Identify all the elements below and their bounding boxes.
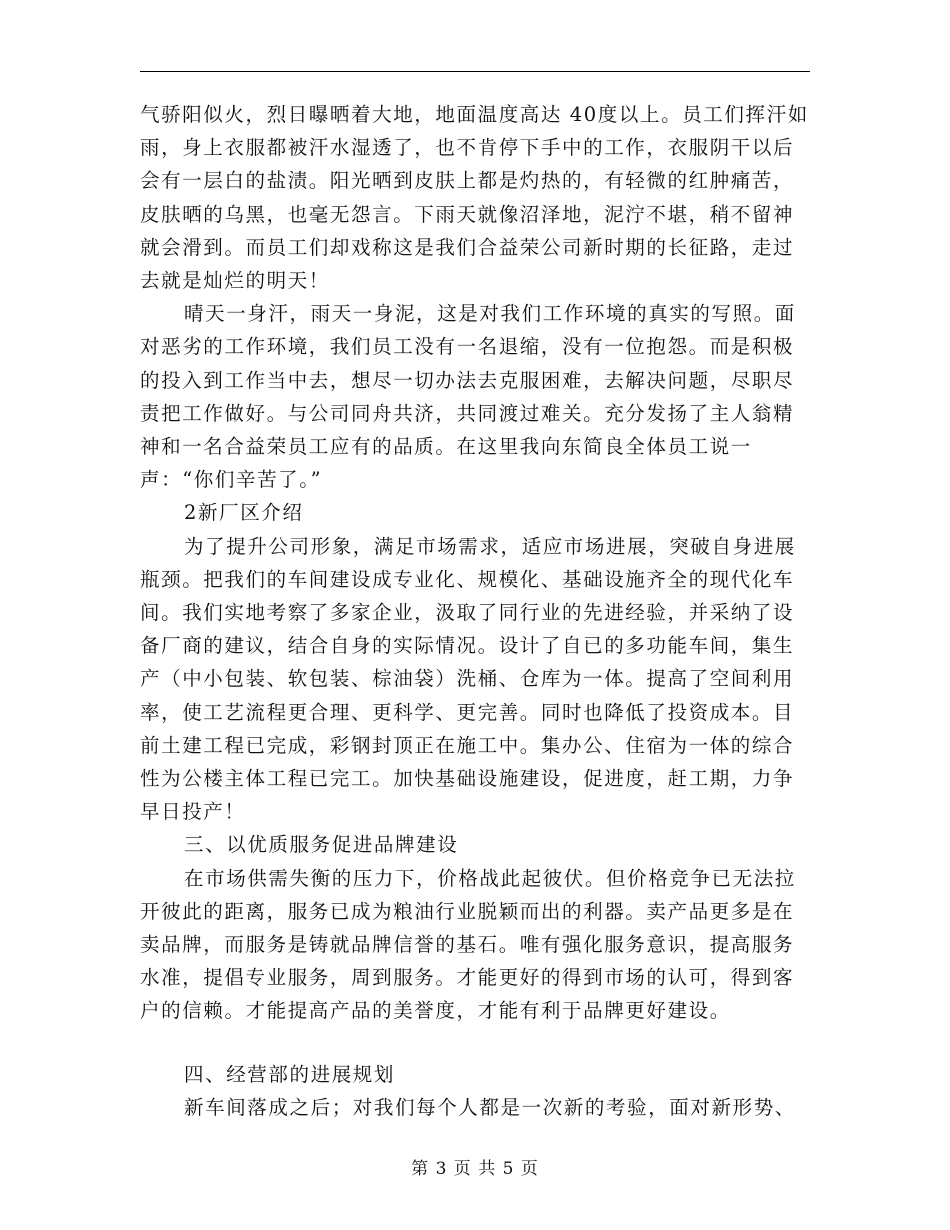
heading-quality-service: 三、以优质服务促进品牌建设 — [184, 833, 459, 857]
header-rule — [140, 71, 810, 72]
paragraph-environment: 晴天一身汗，雨天一身泥，这是对我们工作环境的真实的写照。面对恶劣的工作环境，我们员工没有一名退缩，没有一位抱怨。而是积极的投入到工作当中去，想尽一切办法去克服困难，去解决问题，尽职尽责把工作做好。与公司同舟共济，共同渡过难关。充分发扬了主人翁精神和一名合益荣员工应有的品质。在这里我向东简良全体员工说一声：“你们辛苦了。” — [140, 302, 796, 492]
paragraph-development-plan: 新车间落成之后；对我们每个人都是一次新的考验，面对新形势、 — [184, 1095, 796, 1119]
paragraph-new-plant: 为了提升公司形象，满足市场需求，适应市场进展，突破自身进展瓶颈。把我们的车间建设成专业化、规模化、基础设施齐全的现代化车间。我们实地考察了多家企业，汲取了同行业的先进经验，并采纳了设备厂商的建议，结合自身的实际情况。设计了自已的多功能车间，集生产（中小包装、软包装、棕油袋）洗桶、仓库为一体。提高了空间利用率，使工艺流程更合理、更科学、更完善。同时也降低了投资成本。目前土建工程已完成，彩钢封顶正在施工中。集办公、住宿为一体的综合性为公楼主体工程已完工。加快基础设施建设，促进度，赶工期，力争早日投产！ — [140, 534, 796, 824]
paragraph-gap — [140, 1028, 810, 1058]
heading-new-plant: 2新厂区介绍 — [184, 501, 304, 525]
heading-development-plan: 四、经营部的进展规划 — [184, 1062, 396, 1086]
paragraph-quality-service: 在市场供需失衡的压力下，价格战此起彼伏。但价格竞争已无法拉开彼此的距离，服务已成为粮油行业脱颖而出的利器。卖产品更多是在卖品牌，而服务是铸就品牌信誉的基石。唯有强化服务意识，提高服务水准，提倡专业服务，周到服务。才能更好的得到市场的认可，得到客户的信赖。才能提高产品的美誉度，才能有利于品牌更好建设。 — [140, 866, 796, 1023]
document-body — [140, 98, 810, 1124]
page-footer: 第 3 页 共 5 页 — [411, 1159, 539, 1179]
paragraph-weather: 气骄阳似火，烈日曝晒着大地，地面温度高达 40度以上。员工们挥汗如雨，身上衣服都被汗水湿透了，也不肯停下手中的工作，衣服阴干以后会有一层白的盐渍。阳光晒到皮肤上都是灼热的，有轻微的红肿痛苦，皮肤晒的乌黑，也毫无怨言。下雨天就像沼泽地，泥泞不堪，稍不留神就会滑到。而员工们却戏称这是我们合益荣公司新时期的长征路，走过去就是灿烂的明天！ — [140, 103, 809, 293]
